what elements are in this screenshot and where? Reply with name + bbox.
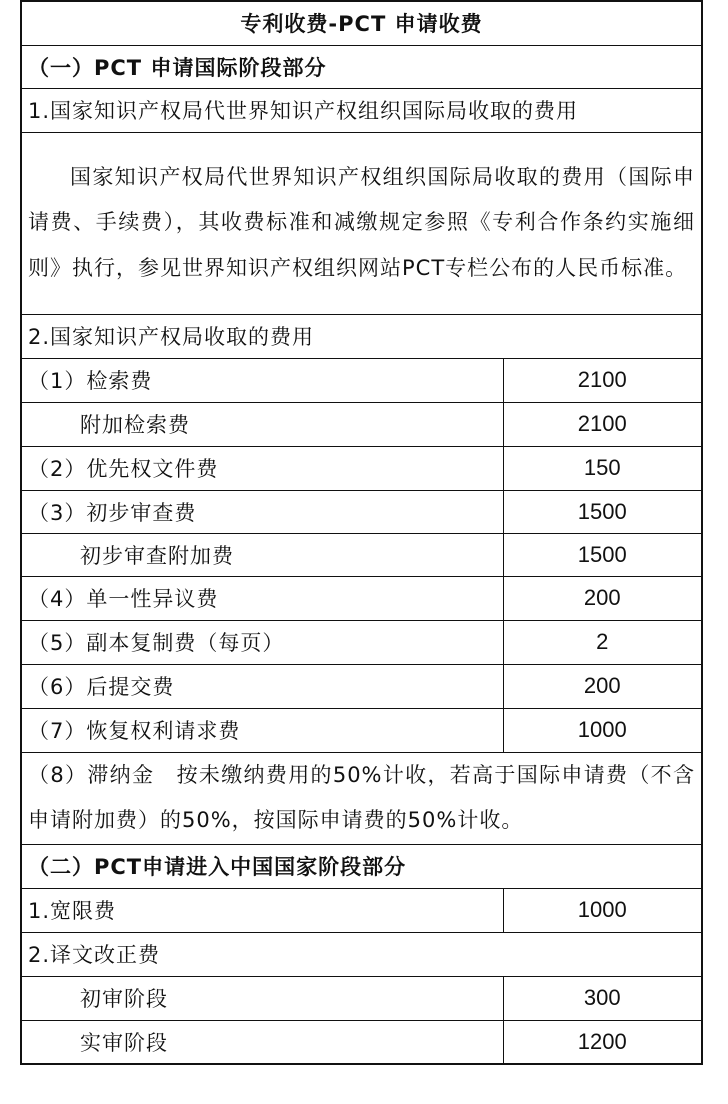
table-row [21, 620, 702, 664]
item-row [21, 314, 702, 358]
fee-amount: 2100 [503, 358, 702, 402]
fee-amount: 1500 [503, 533, 702, 576]
late-fee-note: （8）滞纳金 按未缴纳费用的50%计收，若高于国际申请费（不含申请附加费）的50%，按国际申请费的50%计收。 [21, 752, 702, 844]
fee-amount: 1000 [503, 888, 702, 932]
fee-name: （4）单一性异议费 [21, 576, 503, 620]
fee-name: 实审阶段 [21, 1020, 503, 1064]
fee-name: 初审阶段 [21, 976, 503, 1020]
fee-amount: 2 [503, 620, 702, 664]
table-row [21, 664, 702, 708]
table-row [21, 888, 702, 932]
fee-name: 附加检索费 [21, 402, 503, 446]
table-row [21, 976, 702, 1020]
section1-item2-label: 2.国家知识产权局收取的费用 [21, 314, 702, 358]
table-row [21, 1020, 702, 1064]
section-row [21, 45, 702, 88]
table-row [21, 446, 702, 490]
fee-name: （7）恢复权利请求费 [21, 708, 503, 752]
section1-heading: （一）PCT 申请国际阶段部分 [21, 45, 702, 88]
table-title: 专利收费-PCT 申请收费 [21, 1, 702, 45]
section1-item1-note: 国家知识产权局代世界知识产权组织国际局收取的费用（国际申请费、手续费），其收费标准和减缴规定参照《专利合作条约实施细则》执行，参见世界知识产权组织网站PCT专栏公布的人民币标准。 [21, 132, 702, 314]
note-row [21, 752, 702, 844]
section2-item2-label: 2.译文改正费 [21, 932, 702, 976]
section-row [21, 844, 702, 888]
title-row [21, 1, 702, 45]
table-row [21, 490, 702, 533]
fee-amount: 1200 [503, 1020, 702, 1064]
table-row [21, 576, 702, 620]
fee-amount: 200 [503, 576, 702, 620]
fee-amount: 200 [503, 664, 702, 708]
section2-heading: （二）PCT申请进入中国国家阶段部分 [21, 844, 702, 888]
item-row [21, 932, 702, 976]
fee-name: 1.宽限费 [21, 888, 503, 932]
fee-name: （1）检索费 [21, 358, 503, 402]
fee-name: （3）初步审查费 [21, 490, 503, 533]
fee-amount: 1000 [503, 708, 702, 752]
fee-amount: 2100 [503, 402, 702, 446]
section1-item1-label: 1.国家知识产权局代世界知识产权组织国际局收取的费用 [21, 88, 702, 132]
fee-amount: 150 [503, 446, 702, 490]
fee-amount: 1500 [503, 490, 702, 533]
fee-name: 初步审查附加费 [21, 533, 503, 576]
table-row [21, 402, 702, 446]
table-row [21, 533, 702, 576]
fee-name: （6）后提交费 [21, 664, 503, 708]
fee-name: （5）副本复制费（每页） [21, 620, 503, 664]
pct-fee-table [20, 0, 703, 1065]
table-row [21, 358, 702, 402]
fee-amount: 300 [503, 976, 702, 1020]
table-row [21, 708, 702, 752]
item-row [21, 88, 702, 132]
note-row [21, 132, 702, 314]
fee-name: （2）优先权文件费 [21, 446, 503, 490]
